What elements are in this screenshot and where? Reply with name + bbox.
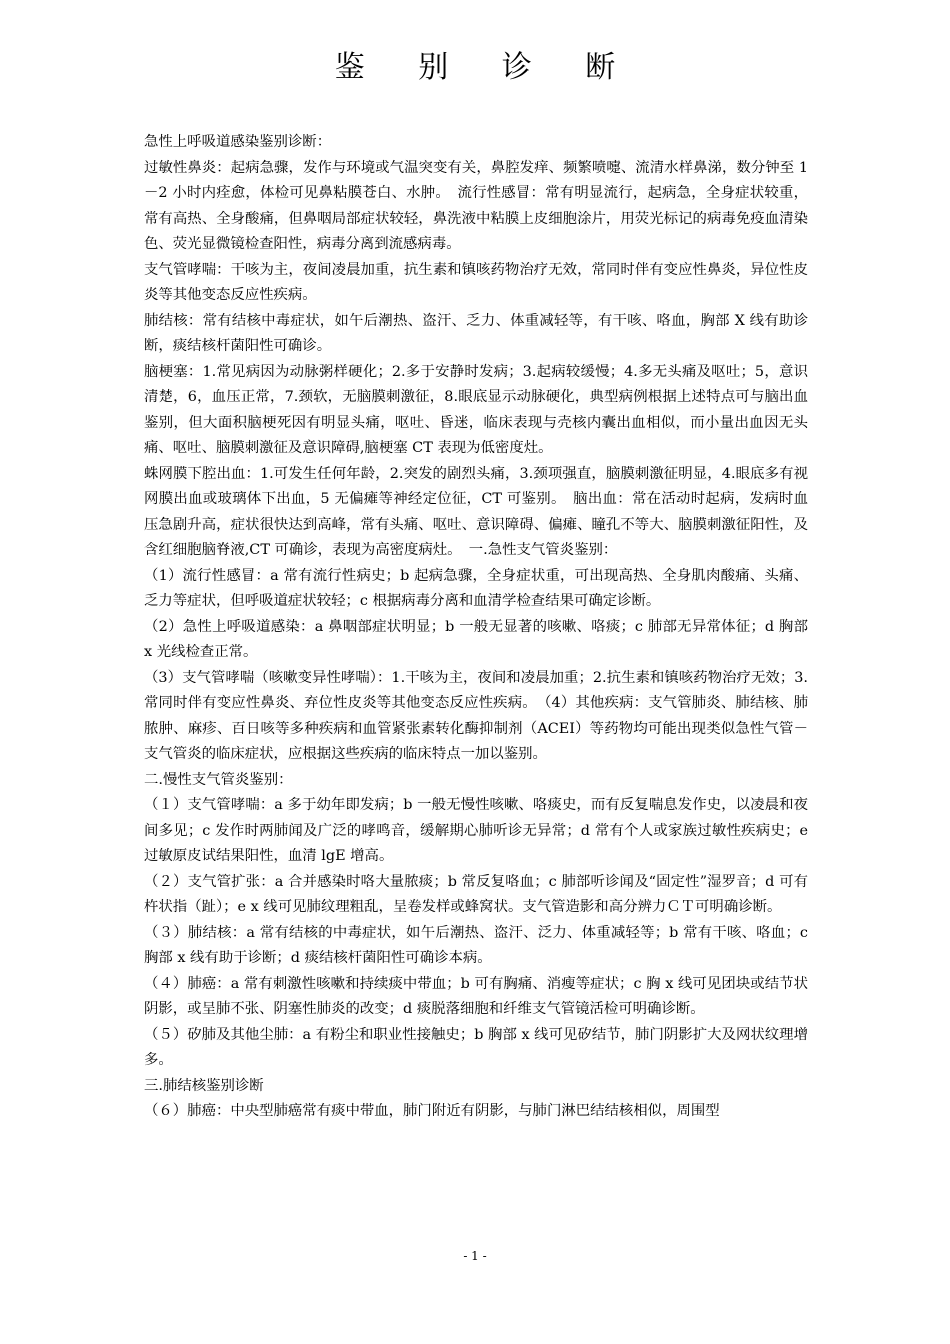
paragraph-allergic-rhinitis: 过敏性鼻炎：起病急骤，发作与环境或气温突变有关，鼻腔发痒、频繁喷嚏、流清水样鼻涕，数分钟至 1－2 小时内痊愈，体检可见鼻粘膜苍白、水肿。 流行性感冒：常有明显流行，起病急，全身症状较重，常有高热、全身酸痛，但鼻咽局部症状较轻，鼻洗液中粘膜上皮细胞涂片，用荧光标记的病毒免疫血清染色、荧光显微镜检查阳性，病毒分离到流感病毒。 xyxy=(144,159,808,252)
paragraph-influenza: （1）流行性感冒：a 常有流行性病史；b 起病急骤，全身症状重，可出现高热、全身肌肉酸痛、头痛、乏力等症状，但呼吸道症状较轻；c 根据病毒分离和血清学检查结果可确定诊断。 xyxy=(144,567,808,609)
section-heading-tuberculosis: 三.肺结核鉴别诊断 xyxy=(144,1077,264,1094)
paragraph-cough-variant-asthma: （3）支气管哮喘（咳嗽变异性哮喘）：1.干咳为主，夜间和凌晨加重；2.抗生素和镇咳药物治疗无效；3.常同时伴有变应性鼻炎、弃位性皮炎等其他变态反应性疾病。 （4）其他疾病：支气管肺炎、肺结核、肺脓肿、麻疹、百日咳等多种疾病和血管紧张素转化酶抑制剂（ACEI）等药物均可能出现类似急性气管－支气管炎的临床症状，应根据这些疾病的临床特点一加以鉴别。 xyxy=(144,669,808,762)
paragraph-bronchial-asthma: 支气管哮喘：干咳为主，夜间凌晨加重，抗生素和镇咳药物治疗无效，常同时伴有变应性鼻炎，异位性皮炎等其他变态反应性疾病。 xyxy=(144,261,808,303)
paragraph-upper-respiratory: （2）急性上呼吸道感染：a 鼻咽部症状明显；b 一般无显著的咳嗽、咯痰；c 肺部无异常体征；d 胸部 x 光线检查正常。 xyxy=(144,618,808,660)
page-number: - 1 - xyxy=(463,1249,487,1263)
paragraph-cerebral-infarction: 脑梗塞：1.常见病因为动脉粥样硬化；2.多于安静时发病；3.起病较缓慢；4.多无头痛及呕吐；5，意识清楚，6，血压正常，7.颈软，无脑膜刺激征，8.眼底显示动脉硬化，典型病例根据上述特点可与脑出血鉴别，但大面积脑梗死因有明显头痛，呕吐、昏迷，临床表现与壳核内囊出血相似，而小量出血因无头痛、呕吐、脑膜刺激征及意识障碍,脑梗塞 CT 表现为低密度灶。 xyxy=(144,363,808,456)
paragraph-lung-cancer: （４）肺癌：a 常有刺激性咳嗽和持续痰中带血；b 可有胸痛、消瘦等症状；c 胸 x 线可见团块或结节状阴影，或呈肺不张、阴塞性肺炎的改变；d 痰脱落细胞和纤维支气管镜活检可明确诊断。 xyxy=(144,975,808,1017)
paragraph-silicosis: （５）矽肺及其他尘肺：a 有粉尘和职业性接触史；b 胸部 x 线可见矽结节，肺门阴影扩大及网状纹理增多。 xyxy=(144,1026,808,1068)
page-title: 鉴 别 诊 断 xyxy=(334,50,638,85)
section-heading-chronic-bronchitis: 二.慢性支气管炎鉴别： xyxy=(144,771,293,788)
paragraph-tuberculosis: 肺结核：常有结核中毒症状，如午后潮热、盗汗、乏力、体重减轻等，有干咳、咯血，胸部 X 线有助诊断，痰结核杆菌阳性可确诊。 xyxy=(144,312,808,354)
paragraph-tb-chronic: （３）肺结核：a 常有结核的中毒症状，如午后潮热、盗汗、泛力、体重减轻等；b 常有干咳、咯血；c 胸部 x 线有助于诊断；d 痰结核杆菌阳性可确诊本病。 xyxy=(144,924,808,966)
document-body xyxy=(144,130,808,1125)
paragraph-intro: 急性上呼吸道感染鉴别诊断： xyxy=(144,134,332,150)
paragraph-subarachnoid-hemorrhage: 蛛网膜下腔出血：1.可发生任何年龄，2.突发的剧烈头痛，3.颈项强直，脑膜刺激征明显，4.眼底多有视网膜出血或玻璃体下出血，5 无偏瘫等神经定位征，CT 可鉴别。 脑出血：常在活动时起病，发病时血压急剧升高，症状很快达到高峰，常有头痛、呕吐、意识障碍、偏瘫、瞳孔不等大、脑膜刺激征阳性，及含红细胞脑脊液,CT 可确诊，表现为高密度病灶。 一.急性支气管炎鉴别： xyxy=(144,465,808,558)
paragraph-asthma-chronic: （１）支气管哮喘：a 多于幼年即发病；b 一般无慢性咳嗽、咯痰史，而有反复喘息发作史，以凌晨和夜间多见；c 发作时两肺闻及广泛的哮鸣音，缓解期心肺听诊无异常；d 常有个人或家族过敏性疾病史；e 过敏原皮试结果阳性，血清 lgE 增高。 xyxy=(144,797,808,864)
paragraph-lung-cancer-tb: （６）肺癌：中央型肺癌常有痰中带血，肺门附近有阴影，与肺门淋巴结结核相似，周围型 xyxy=(144,1103,720,1119)
paragraph-bronchiectasis: （２）支气管扩张：a 合并感染时咯大量脓痰；b 常反复咯血；c 肺部听诊闻及“固定性”湿罗音；d 可有杵状指（趾）；e x 线可见肺纹理粗乱，呈卷发样或蜂窝状。支气管造影和高分辨力ＣＴ可明确诊断。 xyxy=(144,873,808,915)
